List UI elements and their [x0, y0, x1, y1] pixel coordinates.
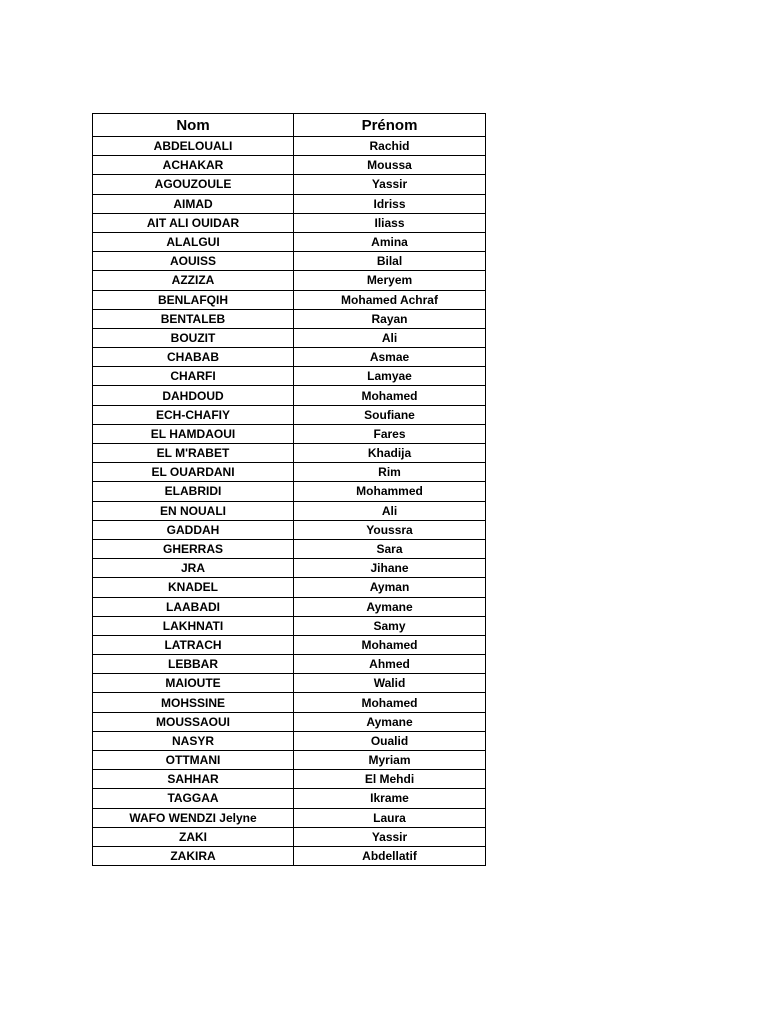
cell-nom: BENTALEB: [93, 309, 294, 328]
table-row: [93, 175, 486, 194]
cell-nom: LAABADI: [93, 597, 294, 616]
cell-nom: MOHSSINE: [93, 693, 294, 712]
cell-prenom: Fares: [294, 424, 486, 443]
cell-prenom: Jihane: [294, 559, 486, 578]
cell-nom: ELABRIDI: [93, 482, 294, 501]
table-row: [93, 367, 486, 386]
table-row: [93, 789, 486, 808]
cell-nom: JRA: [93, 559, 294, 578]
cell-nom: OTTMANI: [93, 751, 294, 770]
table-row: [93, 597, 486, 616]
cell-nom: ABDELOUALI: [93, 137, 294, 156]
table-row: [93, 539, 486, 558]
cell-nom: CHABAB: [93, 348, 294, 367]
table-body: [93, 137, 486, 866]
cell-prenom: Yassir: [294, 175, 486, 194]
cell-nom: AGOUZOULE: [93, 175, 294, 194]
cell-nom: LATRACH: [93, 635, 294, 654]
table-row: [93, 751, 486, 770]
cell-nom: LAKHNATI: [93, 616, 294, 635]
cell-prenom: Oualid: [294, 731, 486, 750]
cell-nom: ZAKIRA: [93, 846, 294, 865]
cell-nom: DAHDOUD: [93, 386, 294, 405]
table-row: [93, 213, 486, 232]
table-row: [93, 444, 486, 463]
cell-prenom: Sara: [294, 539, 486, 558]
cell-nom: AZZIZA: [93, 271, 294, 290]
table-row: [93, 655, 486, 674]
table-row: [93, 194, 486, 213]
cell-prenom: Moussa: [294, 156, 486, 175]
table-row: [93, 290, 486, 309]
cell-nom: EL HAMDAOUI: [93, 424, 294, 443]
cell-prenom: Ikrame: [294, 789, 486, 808]
cell-nom: EN NOUALI: [93, 501, 294, 520]
cell-prenom: Rim: [294, 463, 486, 482]
cell-prenom: Rachid: [294, 137, 486, 156]
cell-nom: MOUSSAOUI: [93, 712, 294, 731]
cell-nom: EL M'RABET: [93, 444, 294, 463]
table-row: [93, 827, 486, 846]
table-row: [93, 482, 486, 501]
table-row: [93, 405, 486, 424]
table-row: [93, 424, 486, 443]
cell-nom: AOUISS: [93, 252, 294, 271]
cell-nom: AIMAD: [93, 194, 294, 213]
cell-nom: NASYR: [93, 731, 294, 750]
table-row: [93, 808, 486, 827]
table-row: [93, 712, 486, 731]
cell-nom: CHARFI: [93, 367, 294, 386]
cell-prenom: Mohamed Achraf: [294, 290, 486, 309]
table-row: [93, 501, 486, 520]
cell-prenom: Lamyae: [294, 367, 486, 386]
cell-prenom: Bilal: [294, 252, 486, 271]
table-row: [93, 635, 486, 654]
cell-prenom: Amina: [294, 232, 486, 251]
cell-prenom: El Mehdi: [294, 770, 486, 789]
cell-nom: AIT ALI OUIDAR: [93, 213, 294, 232]
cell-prenom: Aymane: [294, 597, 486, 616]
table-row: [93, 309, 486, 328]
table-row: [93, 846, 486, 865]
table-row: [93, 156, 486, 175]
cell-prenom: Mohammed: [294, 482, 486, 501]
cell-nom: WAFO WENDZI Jelyne: [93, 808, 294, 827]
column-header-prenom: Prénom: [294, 114, 486, 137]
cell-prenom: Ahmed: [294, 655, 486, 674]
cell-prenom: Yassir: [294, 827, 486, 846]
table-row: [93, 559, 486, 578]
cell-nom: LEBBAR: [93, 655, 294, 674]
student-name-table: [92, 113, 486, 866]
cell-prenom: Aymane: [294, 712, 486, 731]
table-row: [93, 348, 486, 367]
cell-nom: ZAKI: [93, 827, 294, 846]
table-row: [93, 770, 486, 789]
cell-nom: SAHHAR: [93, 770, 294, 789]
table-row: [93, 386, 486, 405]
cell-prenom: Asmae: [294, 348, 486, 367]
cell-prenom: Idriss: [294, 194, 486, 213]
table-row: [93, 731, 486, 750]
table-row: [93, 271, 486, 290]
cell-nom: TAGGAA: [93, 789, 294, 808]
table-row: [93, 674, 486, 693]
cell-nom: EL OUARDANI: [93, 463, 294, 482]
cell-nom: MAIOUTE: [93, 674, 294, 693]
cell-prenom: Ali: [294, 501, 486, 520]
table-row: [93, 693, 486, 712]
cell-nom: KNADEL: [93, 578, 294, 597]
column-header-nom: Nom: [93, 114, 294, 137]
cell-prenom: Laura: [294, 808, 486, 827]
table-row: [93, 463, 486, 482]
table-row: [93, 137, 486, 156]
cell-prenom: Abdellatif: [294, 846, 486, 865]
table-header-row: [93, 114, 486, 137]
table-row: [93, 232, 486, 251]
table-row: [93, 328, 486, 347]
table-row: [93, 520, 486, 539]
cell-prenom: Mohamed: [294, 693, 486, 712]
table-row: [93, 616, 486, 635]
cell-nom: ACHAKAR: [93, 156, 294, 175]
cell-nom: GHERRAS: [93, 539, 294, 558]
cell-nom: ALALGUI: [93, 232, 294, 251]
cell-prenom: Meryem: [294, 271, 486, 290]
cell-prenom: Khadija: [294, 444, 486, 463]
cell-nom: ECH-CHAFIY: [93, 405, 294, 424]
cell-prenom: Rayan: [294, 309, 486, 328]
cell-prenom: Samy: [294, 616, 486, 635]
cell-prenom: Youssra: [294, 520, 486, 539]
cell-prenom: Mohamed: [294, 386, 486, 405]
cell-prenom: Mohamed: [294, 635, 486, 654]
table-row: [93, 252, 486, 271]
cell-nom: BENLAFQIH: [93, 290, 294, 309]
cell-nom: BOUZIT: [93, 328, 294, 347]
cell-prenom: Soufiane: [294, 405, 486, 424]
cell-prenom: Walid: [294, 674, 486, 693]
table-row: [93, 578, 486, 597]
cell-prenom: Myriam: [294, 751, 486, 770]
cell-nom: GADDAH: [93, 520, 294, 539]
cell-prenom: Iliass: [294, 213, 486, 232]
cell-prenom: Ali: [294, 328, 486, 347]
cell-prenom: Ayman: [294, 578, 486, 597]
